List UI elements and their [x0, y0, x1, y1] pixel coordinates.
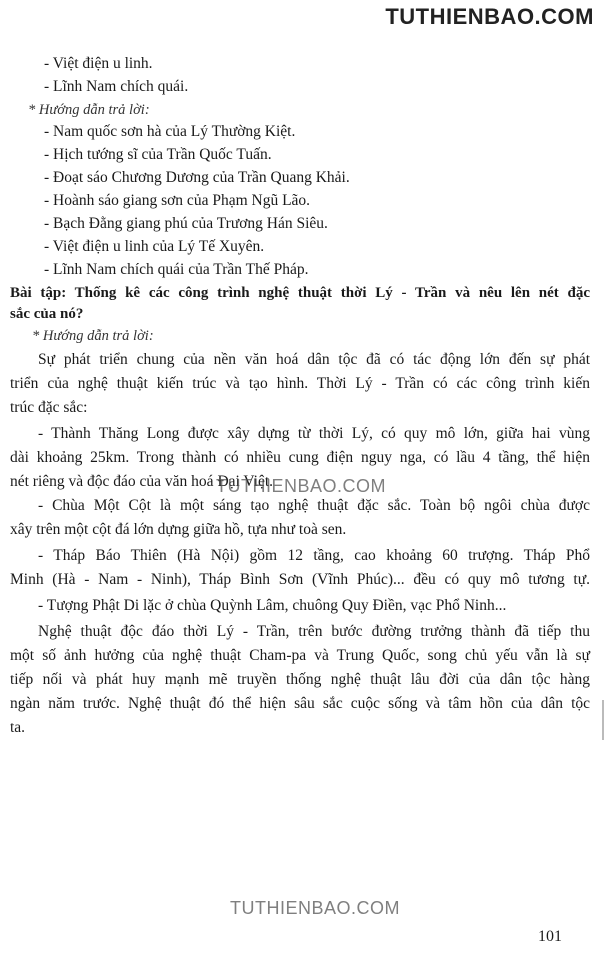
paragraph-line: - Tượng Phật Di lặc ở chùa Quỳnh Lâm, chuông Quy Điền, vạc Phổ Ninh... — [38, 597, 507, 614]
paragraph-line: Sự phát triển chung của nền văn hoá dân tộc đã có tác động lớn đến sự phát — [38, 351, 590, 368]
list-item: - Bạch Đằng giang phú của Trương Hán Siêu. — [44, 215, 328, 232]
list-item: - Lĩnh Nam chích quái của Trần Thế Pháp. — [44, 261, 309, 278]
list-item: - Hịch tướng sĩ của Trần Quốc Tuấn. — [44, 146, 272, 163]
paragraph-line: dài khoảng 25km. Trong thành có nhiều cung điện nguy nga, có lầu 4 tầng, thể hiện — [10, 449, 590, 466]
answer-guide-heading: * Hướng dẫn trả lời: — [32, 328, 154, 344]
scan-mark — [602, 700, 604, 740]
list-item: - Việt điện u linh của Lý Tế Xuyên. — [44, 238, 265, 255]
paragraph-line: ngàn năm trước. Nghệ thuật đó thể hiện sâu sắc cuộc sống và tâm hồn của dân tộc — [10, 695, 590, 712]
exercise-title: Bài tập: Thống kê các công trình nghệ thuật thời Lý - Trần và nêu lên nét đặc — [10, 285, 590, 301]
list-item: - Việt điện u linh. — [44, 55, 153, 72]
paragraph-line: - Thành Thăng Long được xây dựng từ thời Lý, có quy mô lớn, giữa hai vùng — [38, 425, 590, 442]
paragraph-line: trúc đặc sắc: — [10, 399, 88, 416]
exercise-title-cont: sắc của nó? — [10, 306, 84, 322]
answer-guide-heading: * Hướng dẫn trả lời: — [28, 102, 150, 118]
paragraph-line: ta. — [10, 719, 26, 736]
paragraph-line: - Tháp Báo Thiên (Hà Nội) gồm 12 tầng, cao khoảng 60 trượng. Tháp Phổ — [38, 547, 590, 564]
paragraph-line: xây trên một cột đá lớn dựng giữa hồ, tựa như toà sen. — [10, 521, 347, 538]
paragraph-line: tiếp nối và phát huy mạnh mẽ truyền thống nghệ thuật lâu đời của dân tộc hàng — [10, 671, 590, 688]
paragraph-line: Nghệ thuật độc đáo thời Lý - Trần, trên bước đường trưởng thành đã tiếp thu — [38, 623, 590, 640]
list-item: - Lĩnh Nam chích quái. — [44, 78, 189, 95]
list-item: - Đoạt sáo Chương Dương của Trần Quang Khải. — [44, 169, 350, 186]
paragraph-line: một số ảnh hưởng của nghệ thuật Cham-pa và Trung Quốc, song chủ yếu vẫn là sự — [10, 647, 590, 664]
paragraph-line: - Chùa Một Cột là một sáng tạo nghệ thuật đặc sắc. Toàn bộ ngôi chùa được — [38, 497, 590, 514]
site-logo: TUTHIENBAO.COM — [385, 4, 594, 29]
list-item: - Nam quốc sơn hà của Lý Thường Kiệt. — [44, 123, 296, 140]
paragraph-line: triển của nghệ thuật kiến trúc và tạo hình. Thời Lý - Trần có các công trình kiến — [10, 375, 590, 392]
list-item: - Hoành sáo giang sơn của Phạm Ngũ Lão. — [44, 192, 311, 209]
page-number: 101 — [538, 928, 562, 945]
watermark: TUTHIENBAO.COM — [216, 476, 387, 496]
paragraph-line: nét riêng và độc đáo của văn hoá Đại Việt. — [10, 473, 274, 490]
paragraph-line: Minh (Hà - Nam - Ninh), Tháp Bình Sơn (Vĩnh Phúc)... đều có quy mô tương tự. — [10, 571, 590, 588]
watermark: TUTHIENBAO.COM — [230, 898, 401, 918]
